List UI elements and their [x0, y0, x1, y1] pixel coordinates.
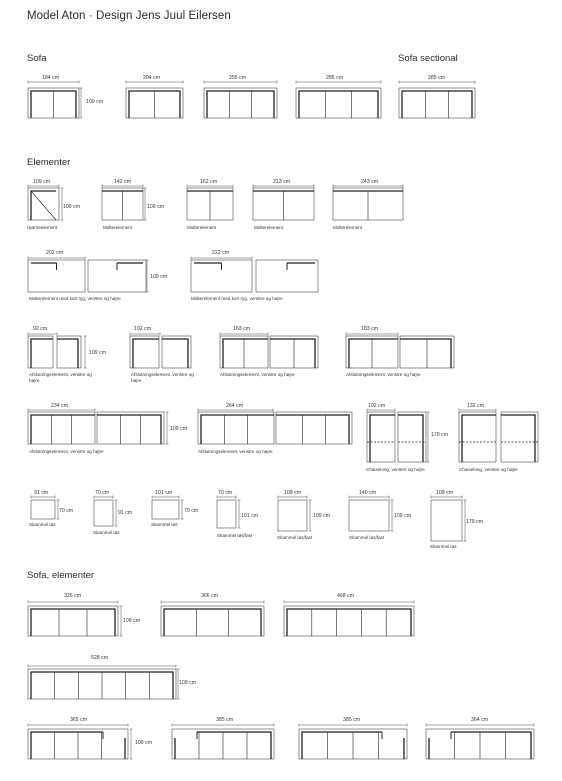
stool-depth-1: 91 cm: [118, 510, 133, 516]
stool-3: [217, 500, 236, 528]
el4-caption-0: Afslutningselement, venstre og højre: [29, 449, 104, 454]
el2-width-0: 202 cm: [46, 250, 64, 256]
el3-width-1: 102 cm: [134, 326, 152, 332]
el3-width-3: 183 cm: [361, 326, 379, 332]
el3-caption-1: Afslutningselement, venstre og højre: [131, 372, 194, 384]
stool-caption-6: Skammel løs: [430, 544, 457, 549]
end-264-r: [276, 412, 352, 444]
end-163-l-back: [223, 339, 268, 368]
combo-468-outline: [284, 606, 414, 636]
end-102-l: [130, 336, 159, 368]
stool-caption-2: Skammel løs: [151, 522, 178, 527]
end-234-l: [28, 412, 95, 444]
stool-depth-4: 109 cm: [313, 513, 331, 519]
el4-caption-2: Chaiselong, venstre og højre: [366, 467, 425, 472]
stool-width-6: 109 cm: [436, 490, 454, 496]
chaise-102-l-back: [370, 415, 395, 462]
combo3-width-3: 364 cm: [471, 717, 489, 723]
el2-width-1: 222 cm: [212, 250, 230, 256]
el4-depth-chaise: 179 cm: [431, 432, 449, 438]
stool-width-5: 140 cm: [359, 490, 377, 496]
chaise-132-r: [501, 412, 538, 462]
stool-width-1: 70 cm: [95, 490, 110, 496]
stool-width-0: 91 cm: [34, 490, 49, 496]
end-234-r: [97, 412, 164, 444]
stool-caption-4: Skammel løs/fast: [277, 535, 313, 540]
el1-width-2: 162 cm: [200, 179, 218, 185]
el1-caption-4: Midterelement: [333, 225, 363, 230]
stool-caption-3: Skammel løs/fast: [217, 533, 253, 538]
corner-diagonal: [31, 191, 56, 220]
sofa-width-184: 184 cm: [42, 75, 60, 81]
page-title: Model Aton · Design Jens Juul Eilersen: [27, 10, 231, 22]
section-sofa-sectional: Sofa sectional: [398, 53, 458, 64]
stool-width-2: 101 cm: [155, 490, 173, 496]
el4-caption-3: Chaiselong, venstre og højre: [459, 467, 518, 472]
combo1-width-2: 468 cm: [337, 593, 355, 599]
end-92-r-back: [57, 339, 78, 368]
combo-366-back: [164, 609, 261, 636]
stool-depth-0: 70 cm: [59, 508, 74, 514]
end-183-l-back: [349, 339, 398, 368]
el4-width-0: 234 cm: [51, 403, 69, 409]
chaise-102-r-back: [398, 415, 423, 462]
sofa-2-outline: [204, 88, 277, 118]
end-102-r-back: [162, 339, 188, 368]
el1-width-4: 243 cm: [361, 179, 379, 185]
end-264-r-back: [276, 415, 349, 444]
el1-caption-2: Midterelement: [187, 225, 217, 230]
end-92-l: [28, 336, 53, 368]
el1-caption-3: Midterelement: [254, 225, 284, 230]
chaise-132-l-back: [462, 415, 496, 462]
chaise-132-r-back: [501, 415, 535, 462]
stool-width-4: 109 cm: [284, 490, 302, 496]
stool-2: [152, 500, 179, 519]
el4-width-1: 264 cm: [226, 403, 244, 409]
combo2-width: 528 cm: [91, 655, 109, 661]
el1-width-0: 109 cm: [33, 179, 51, 185]
stool-depth-6: 179 cm: [466, 519, 484, 525]
combo-366-outline: [161, 606, 264, 636]
sofa-width-285: 285 cm: [326, 75, 344, 81]
el4-width-3: 132 cm: [467, 403, 485, 409]
el3-caption-3: Afslutningselement, venstre og højre: [346, 372, 421, 377]
sofa-2-back: [207, 91, 274, 118]
combo1-width-0: 326 cm: [64, 593, 82, 599]
el2-caption-0: Midterelement med kort ryg, venstre og højre: [29, 296, 121, 301]
combo-326-outline: [28, 606, 118, 636]
el4-width-2: 102 cm: [368, 403, 386, 409]
el4-depth: 109 cm: [170, 426, 188, 432]
sofa-depth: 109 cm: [86, 99, 104, 105]
sofa-width-255: 255 cm: [229, 75, 247, 81]
combo2-depth: 109 cm: [179, 680, 197, 686]
el1-width-3: 213 cm: [273, 179, 291, 185]
sofa-3-outline: [296, 88, 381, 118]
el3-caption-2: Afslutningselement, venstre og højre: [220, 372, 295, 377]
combo1-depth: 109 cm: [123, 618, 141, 624]
el2-caption-1: Midterelement med kort ryg, venstre og højre: [191, 296, 283, 301]
combo-364-back: [451, 732, 531, 759]
combo-365-back: [31, 732, 103, 759]
el3-caption-0: Afslutningselement, venstre og højre: [29, 372, 92, 384]
section-elementer: Elementer: [27, 157, 71, 168]
combo-385-b-back: [302, 732, 382, 759]
end-92-l-back: [31, 339, 53, 368]
combo3-width-1: 385 cm: [216, 717, 234, 723]
combo3-width-2: 385 cm: [343, 717, 361, 723]
sofa-width-204: 204 cm: [143, 75, 161, 81]
end-264-l-back: [201, 415, 274, 444]
end-102-l-back: [133, 339, 159, 368]
el1-caption-1: Midterelement: [103, 225, 133, 230]
end-234-l-back: [31, 415, 95, 444]
stool-depth-2: 70 cm: [184, 508, 199, 514]
el1-depth-a: 109 cm: [63, 204, 81, 210]
el3-width-2: 163 cm: [233, 326, 251, 332]
el1-depth-b: 109 cm: [147, 204, 165, 210]
end-183-r-back: [400, 339, 451, 368]
el1-caption-0: Hjørneelement: [27, 225, 58, 230]
sectional-width-285: 285 cm: [428, 75, 446, 81]
combo3-width-0: 365 cm: [70, 717, 88, 723]
stool-0: [31, 500, 55, 519]
combo-468-back: [287, 609, 411, 636]
sofa-3-back: [299, 91, 378, 118]
section-sofa: Sofa: [27, 53, 47, 64]
el3-depth: 109 cm: [89, 350, 107, 356]
combo1-width-1: 366 cm: [201, 593, 219, 599]
combo-385-a-back: [197, 732, 271, 759]
el3-width-0: 92 cm: [33, 326, 48, 332]
end-234-r-back: [97, 415, 161, 444]
combo3-depth: 109 cm: [135, 740, 153, 746]
stool-depth-3: 101 cm: [241, 513, 259, 519]
chaise-132-l: [459, 412, 496, 462]
stool-depth-5: 109 cm: [394, 513, 412, 519]
stool-6: [431, 500, 462, 541]
end-264-l: [198, 412, 274, 444]
stool-1: [94, 500, 113, 526]
stool-caption-5: Skammel løs/fast: [349, 535, 385, 540]
el2-depth: 109 cm: [150, 274, 168, 280]
stool-caption-0: Skammel løs: [29, 522, 56, 527]
combo-326-back: [31, 609, 115, 636]
stool-4: [278, 500, 307, 531]
el4-caption-1: Afslutningselement, venstre og højre: [198, 449, 273, 454]
end-102-r: [162, 336, 191, 368]
chaise-102-r: [398, 412, 426, 462]
stool-5: [349, 500, 389, 531]
section-sofa-elementer: Sofa, elementer: [27, 570, 95, 581]
sofa-4-back: [402, 91, 472, 118]
chaise-102-l: [367, 412, 395, 462]
stool-caption-1: Skammel løs: [93, 530, 120, 535]
end-163-r-back: [270, 339, 315, 368]
el1-width-1: 142 cm: [114, 179, 132, 185]
stool-width-3: 70 cm: [218, 490, 233, 496]
sofa-4-outline: [399, 88, 475, 118]
